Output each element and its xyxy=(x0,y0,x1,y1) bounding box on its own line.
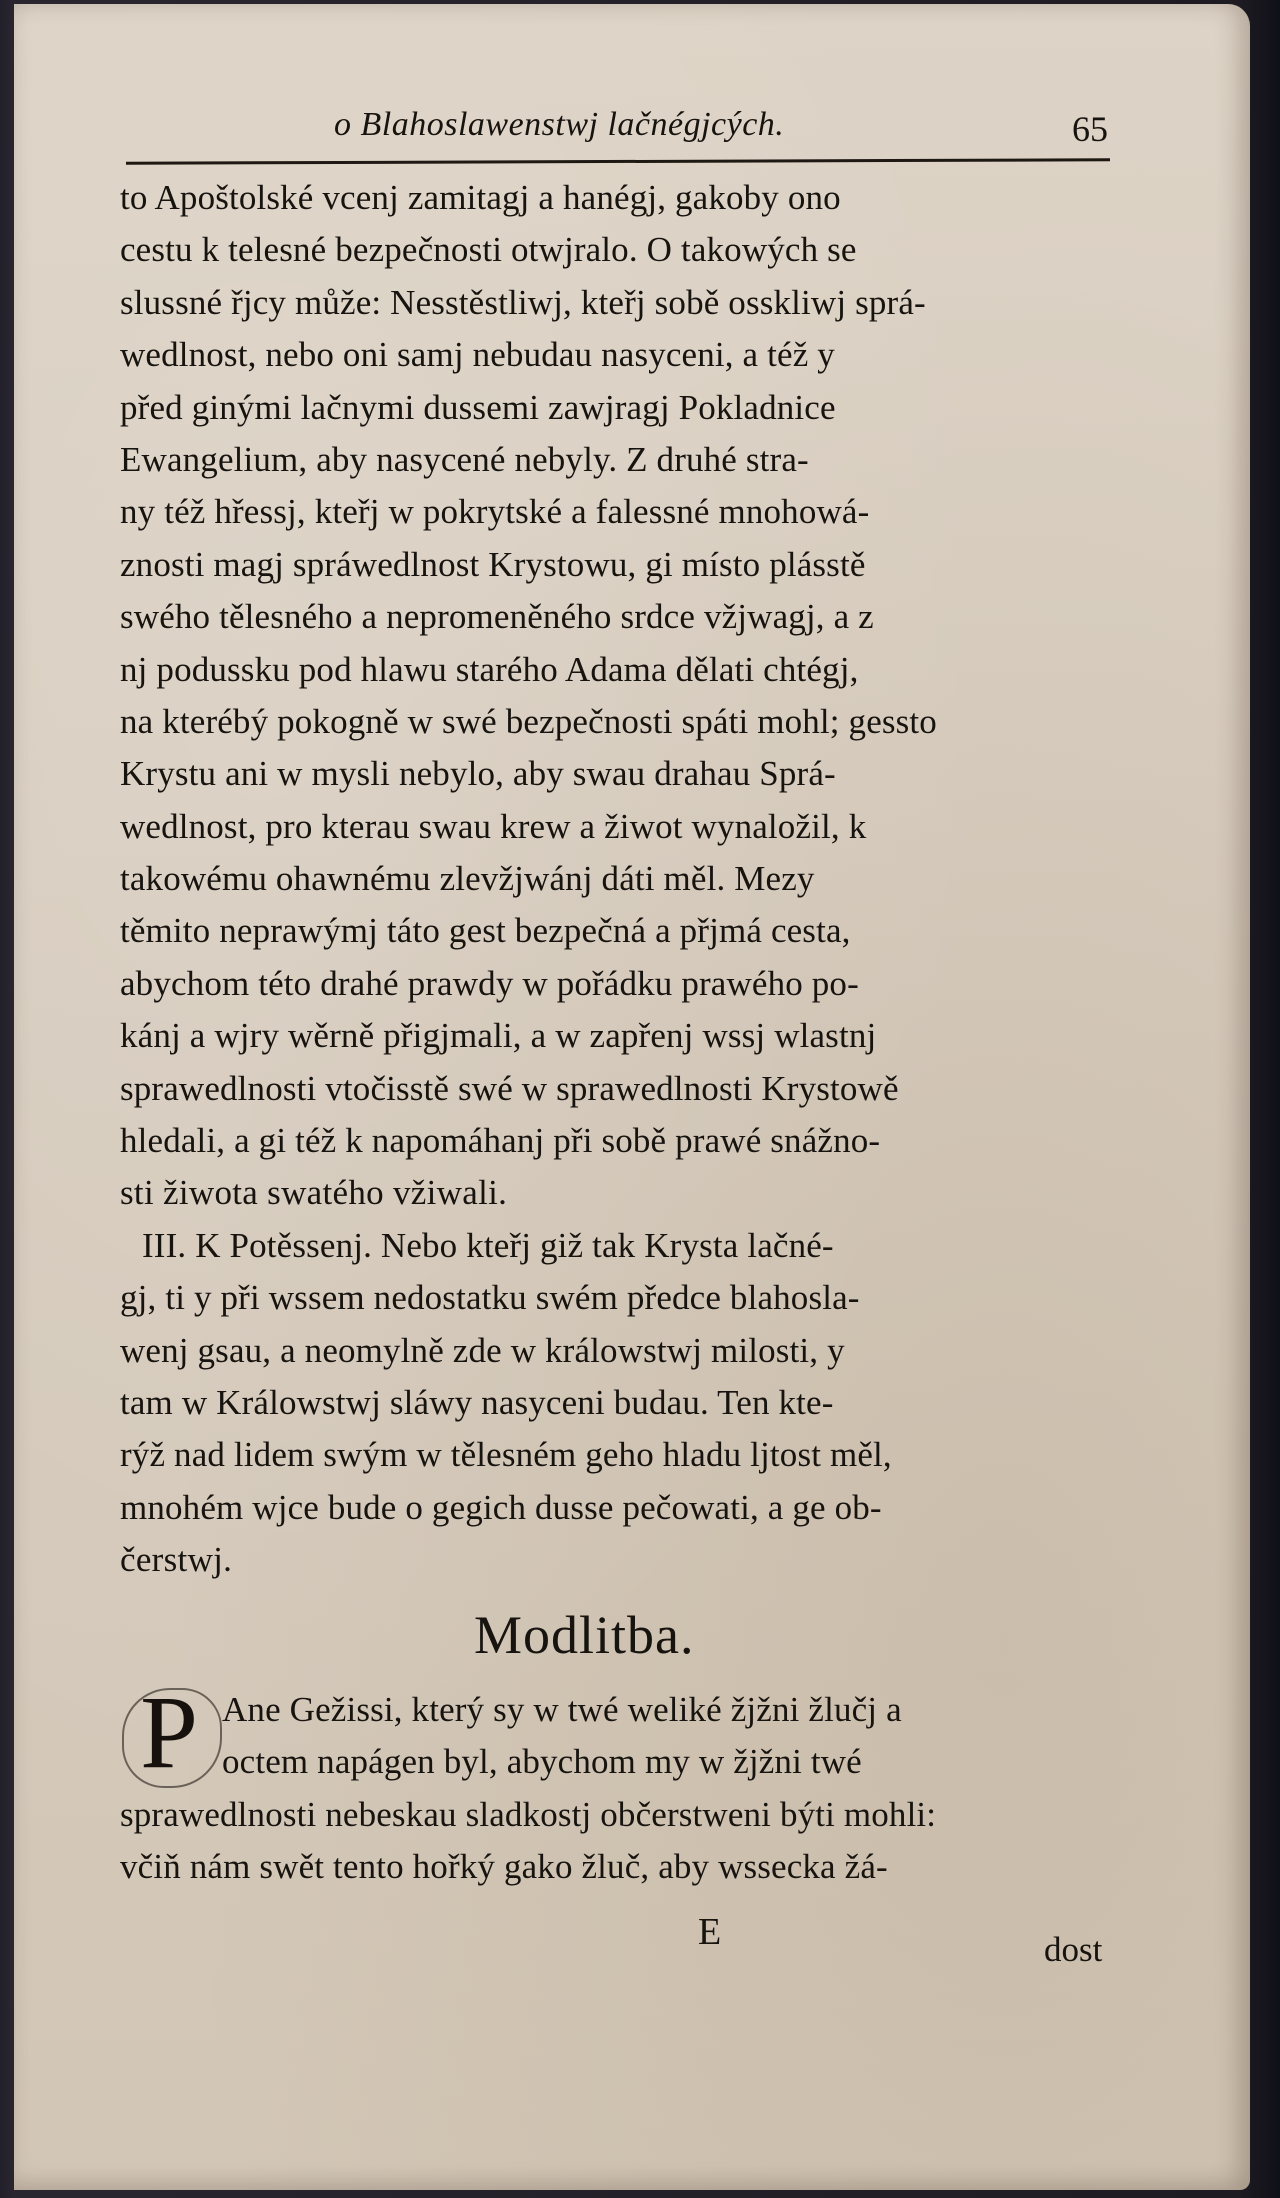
page-number: 65 xyxy=(1072,109,1108,149)
body-line: znosti magj spráwedlnost Krystowu, gi místo plásstě xyxy=(120,544,866,584)
body-line: wedlnost, nebo oni samj nebudau nasyceni, a též y xyxy=(120,335,835,375)
body-line: to Apoštolské vcenj zamitagj a hanégj, gakoby ono xyxy=(120,178,841,217)
body-line: těmito neprawýmj táto gest bezpečná a přjmá cesta, xyxy=(120,911,851,951)
prayer-line: Ane Gežissi, který sy w twé weliké žjžni žlučj a xyxy=(222,1690,902,1729)
body-line: sprawedlnosti vtočisstě swé w sprawedlnosti Krystowě xyxy=(120,1068,899,1108)
body-line: mnohém wjce bude o gegich dusse pečowati, a ge ob- xyxy=(120,1487,882,1527)
body-line: wenj gsau, a neomylně zde w králowstwj milosti, y xyxy=(120,1330,845,1370)
body-line: cestu k telesné bezpečnosti otwjralo. O takowých se xyxy=(120,230,857,270)
prayer-text xyxy=(120,1675,1116,1894)
running-head: o Blahoslawenstwj lačnégjcých. xyxy=(334,106,785,143)
body-line: swého tělesného a nepromeněného srdce vžjwagj, a z xyxy=(120,597,874,637)
body-line: rýž nad lidem swým w tělesném geho hladu ljtost měl, xyxy=(120,1435,892,1475)
body-line: před ginými lačnymi dussemi zawjragj Pokladnice xyxy=(120,387,836,427)
body-line: ny též hřessj, kteřj w pokrytské a falessné mnohowá- xyxy=(120,492,870,532)
prayer-line: včiň nám swět tento hořký gako žluč, aby wssecka žá- xyxy=(120,1847,888,1887)
body-line: takowému ohawnému zlevžjwánj dáti měl. Mezy xyxy=(120,859,815,899)
dropcap-letter: P xyxy=(140,1675,198,1790)
body-line: wedlnost, pro kterau swau krew a žiwot wynaložil, k xyxy=(120,806,867,846)
header-rule xyxy=(126,158,1110,164)
body-text xyxy=(120,172,1116,1587)
prayer-line: sprawedlnosti nebeskau sladkostj občerstweni býti mohli: xyxy=(120,1794,937,1834)
body-line: Krystu ani w mysli nebylo, aby swau drahau Sprá- xyxy=(120,754,836,794)
book-page xyxy=(14,4,1250,2190)
catchword: dost xyxy=(1044,1930,1103,1969)
body-line: na kterébý pokogně w swé bezpečnosti spáti mohl; gessto xyxy=(120,701,937,741)
body-line: tam w Králowstwj sláwy nasyceni budau. Ten kte- xyxy=(120,1382,834,1422)
body-line: kánj a wjry wěrně přigjmali, a w zapřenj wssj wlastnj xyxy=(120,1016,877,1056)
prayer-heading: Modlitba. xyxy=(474,1605,695,1665)
body-line: gj, ti y při wssem nedostatku swém předce blahosla- xyxy=(120,1278,860,1318)
body-line: slussné řjcy může: Nesstěstliwj, kteřj sobě osskliwj sprá- xyxy=(120,282,926,322)
body-line: Ewangelium, aby nasycené nebyly. Z druhé stra- xyxy=(120,439,809,479)
body-line: abychom této drahé prawdy w pořádku prawého po- xyxy=(120,963,859,1003)
signature-mark: E xyxy=(698,1911,722,1953)
section-three-line: III. K Potěssenj. Nebo kteřj giž tak Krysta lačné- xyxy=(142,1225,834,1265)
prayer-line: octem napágen byl, abychom my w žjžni twé xyxy=(222,1742,862,1782)
body-line: nj podussku pod hlawu starého Adama dělati chtégj, xyxy=(120,649,859,689)
body-line: čerstwj. xyxy=(120,1540,233,1580)
body-line: hledali, a gi též k napomáhanj při sobě prawé snážno- xyxy=(120,1121,881,1161)
body-line: sti žiwota swatého vžiwali. xyxy=(120,1173,508,1213)
